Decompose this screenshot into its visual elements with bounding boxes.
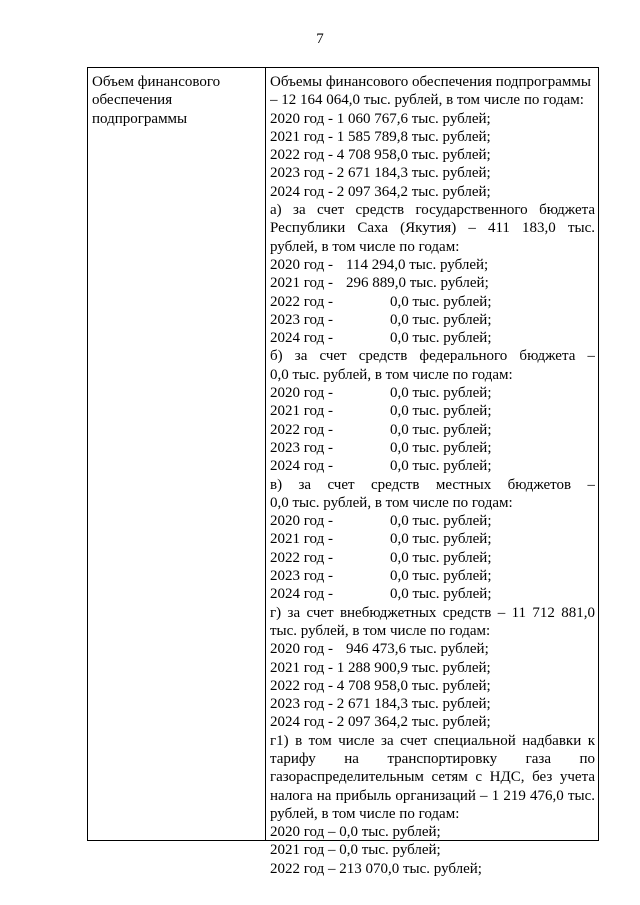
section-g1-year-line: 2020 год – 0,0 тыс. рублей; [270,824,441,841]
section-b-heading: б) за счет средств федерального бюджета – [270,348,595,365]
section-a-year-line [270,256,595,274]
year-label: 2023 год - [270,311,333,328]
total-year-line: 2020 год - 1 060 767,6 тыс. рублей; [270,110,491,127]
year-label: 2024 год - [270,330,333,347]
section-b-heading: 0,0 тыс. рублей, в том числе по годам: [270,366,513,383]
year-value: 0,0 тыс. рублей; [390,439,492,456]
funding-label-line: Объем финансового [92,74,221,90]
section-g1-heading: рублей, в том числе по годам: [270,805,460,822]
section-v-year-line [270,567,595,585]
column-divider [265,68,266,840]
section-v-heading: в) за счет средств местных бюджетов – [270,476,595,493]
section-g1-year-line: 2022 год – 213 070,0 тыс. рублей; [270,860,482,877]
total-intro-line: Объемы финансового обеспечения подпрограммы [270,74,591,90]
year-label: 2020 год - [270,513,333,530]
year-label: 2020 год - [270,641,333,658]
total-year-line: 2024 год - 2 097 364,2 тыс. рублей; [270,183,491,200]
year-label: 2022 год - [270,421,333,438]
year-value: 0,0 тыс. рублей; [390,311,492,328]
section-g-year-line [270,659,595,677]
year-value: 296 889,0 тыс. рублей; [346,275,489,292]
section-a-year-line [270,311,595,329]
year-label: 2020 год - [270,385,333,402]
year-value: 4 708 958,0 тыс. рублей; [336,677,491,694]
section-g-heading: г) за счет внебюджетных средств – 11 712 881,0 [270,604,595,621]
funding-details-cell [270,73,595,878]
section-a-year-line [270,274,595,292]
section-v-heading: 0,0 тыс. рублей, в том числе по годам: [270,494,513,511]
section-v-year-line [270,512,595,530]
year-label: 2023 год - [270,439,333,456]
section-v-year-line [270,585,595,603]
year-label: 2024 год - [270,458,333,475]
section-g1-heading: г1) в том числе за счет специальной надбавки к [270,732,595,749]
year-value: 2 097 364,2 тыс. рублей; [336,714,491,731]
funding-label-cell [92,73,260,128]
year-label: 2022 год - [270,293,333,310]
section-g-heading: тыс. рублей, в том числе по годам: [270,622,491,639]
section-a-year-line [270,293,595,311]
year-label: 2024 год - [270,586,333,603]
section-v-year-line [270,549,595,567]
year-value: 0,0 тыс. рублей; [390,421,492,438]
funding-label-line: обеспечения [92,92,173,109]
funding-label-line: подпрограммы [92,110,188,127]
section-b-year-line [270,402,595,420]
year-label: 2024 год - [270,714,333,731]
year-label: 2021 год - [270,275,333,292]
page-number: 7 [316,31,324,47]
year-label: 2021 год - [270,403,333,420]
section-v-year-line [270,530,595,548]
year-label: 2021 год - [270,659,333,676]
year-value: 0,0 тыс. рублей; [390,531,492,548]
year-value: 0,0 тыс. рублей; [390,549,492,566]
year-value: 0,0 тыс. рублей; [390,513,492,530]
year-value: 0,0 тыс. рублей; [390,586,492,603]
year-value: 114 294,0 тыс. рублей; [346,256,489,273]
year-value: 1 288 900,9 тыс. рублей; [336,659,491,676]
total-year-line: 2021 год - 1 585 789,8 тыс. рублей; [270,128,491,145]
section-a-year-line [270,329,595,347]
section-a-heading: а) за счет средств государственного бюджета [270,202,595,219]
section-g1-heading: тарифу на транспортировку газа по [270,750,595,767]
year-label: 2022 год - [270,549,333,566]
year-label: 2020 год - [270,256,333,273]
total-year-line: 2023 год - 2 671 184,3 тыс. рублей; [270,165,491,182]
total-intro-line: – 12 164 064,0 тыс. рублей, в том числе по годам: [270,92,584,109]
year-label: 2021 год - [270,531,333,548]
year-value: 2 671 184,3 тыс. рублей; [336,696,491,713]
section-g-year-line [270,713,595,731]
funding-table [87,67,599,877]
section-b-year-line [270,384,595,402]
section-g1-heading: газораспределительным сетям с НДС, без учета [270,769,595,786]
section-b-year-line [270,439,595,457]
year-value: 0,0 тыс. рублей; [390,403,492,420]
year-value: 0,0 тыс. рублей; [390,458,492,475]
year-value: 0,0 тыс. рублей; [390,293,492,310]
section-g-year-line [270,677,595,695]
section-b-year-line [270,421,595,439]
section-g1-heading: налога на прибыль организаций – 1 219 476,0 тыс. [270,787,595,804]
section-a-heading: рублей, в том числе по годам: [270,238,460,255]
year-value: 946 473,6 тыс. рублей; [346,641,489,658]
section-a-heading: Республики Саха (Якутия) – 411 183,0 тыс. [270,220,595,237]
year-value: 0,0 тыс. рублей; [390,568,492,585]
year-value: 0,0 тыс. рублей; [390,330,492,347]
section-g-year-line [270,640,595,658]
year-label: 2023 год - [270,568,333,585]
section-g1-year-line: 2021 год – 0,0 тыс. рублей; [270,842,441,859]
year-label: 2022 год - [270,677,333,694]
total-year-line: 2022 год - 4 708 958,0 тыс. рублей; [270,147,491,164]
year-value: 0,0 тыс. рублей; [390,385,492,402]
section-b-year-line [270,457,595,475]
year-label: 2023 год - [270,696,333,713]
section-g-year-line [270,695,595,713]
